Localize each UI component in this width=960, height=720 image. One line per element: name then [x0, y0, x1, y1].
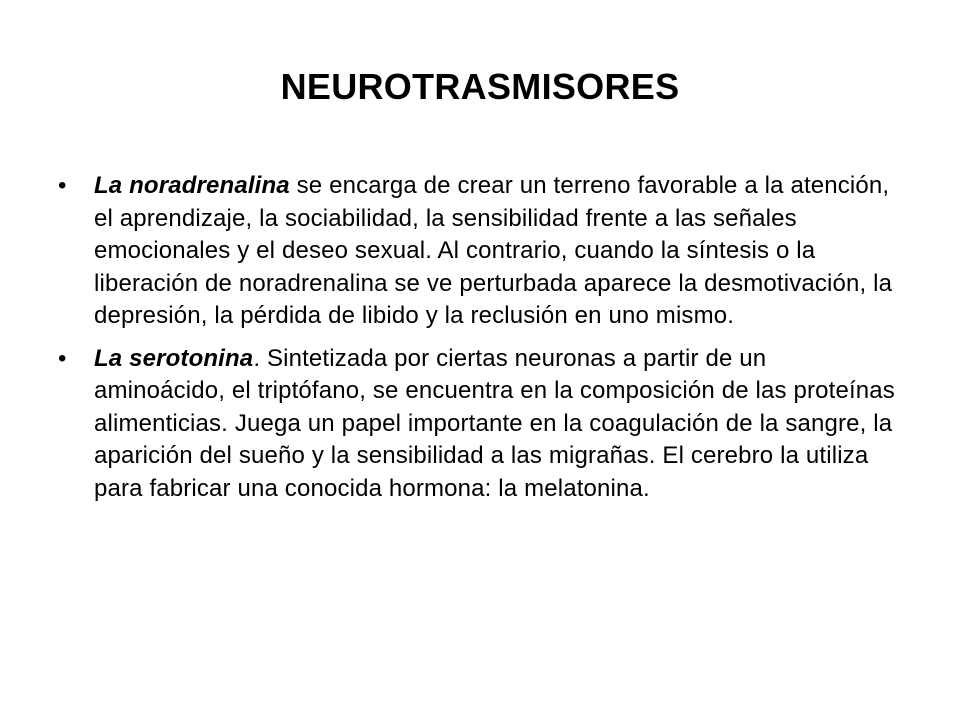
bullet-icon: •: [58, 172, 67, 199]
bullet-term: La serotonina: [94, 344, 254, 372]
bullet-text: [94, 343, 898, 506]
bullet-text: [94, 170, 898, 333]
bullet-item-serotonina: [58, 343, 898, 506]
bullet-term: La noradrenalina: [94, 172, 290, 199]
bullet-list: [58, 170, 898, 515]
bullet-body: . Sintetizada por ciertas neuronas a partir de un aminoácido, el triptófano, se encuentra en la composición de las proteínas alimenticias. Juega un papel importante en la coagulación de la sangre, la aparición del sueño y la sensibilidad a las migrañas. El cerebro la utiliza para fabricar una conocida hormona: la melatonina.: [94, 344, 895, 502]
slide-title: NEUROTRASMISORES: [280, 66, 680, 107]
bullet-icon: •: [58, 344, 67, 372]
bullet-body: se encarga de crear un terreno favorable a la atención, el aprendizaje, la sociabilidad, la sensibilidad frente a las señales emocionales y el deseo sexual. Al contrario, cuando la síntesis o la liberación de noradrenalina se ve perturbada aparece la desmotivación, la depresión, la pérdida de libido y la reclusión en uno mismo.: [94, 172, 893, 329]
bullet-item-noradrenalina: [58, 170, 898, 333]
